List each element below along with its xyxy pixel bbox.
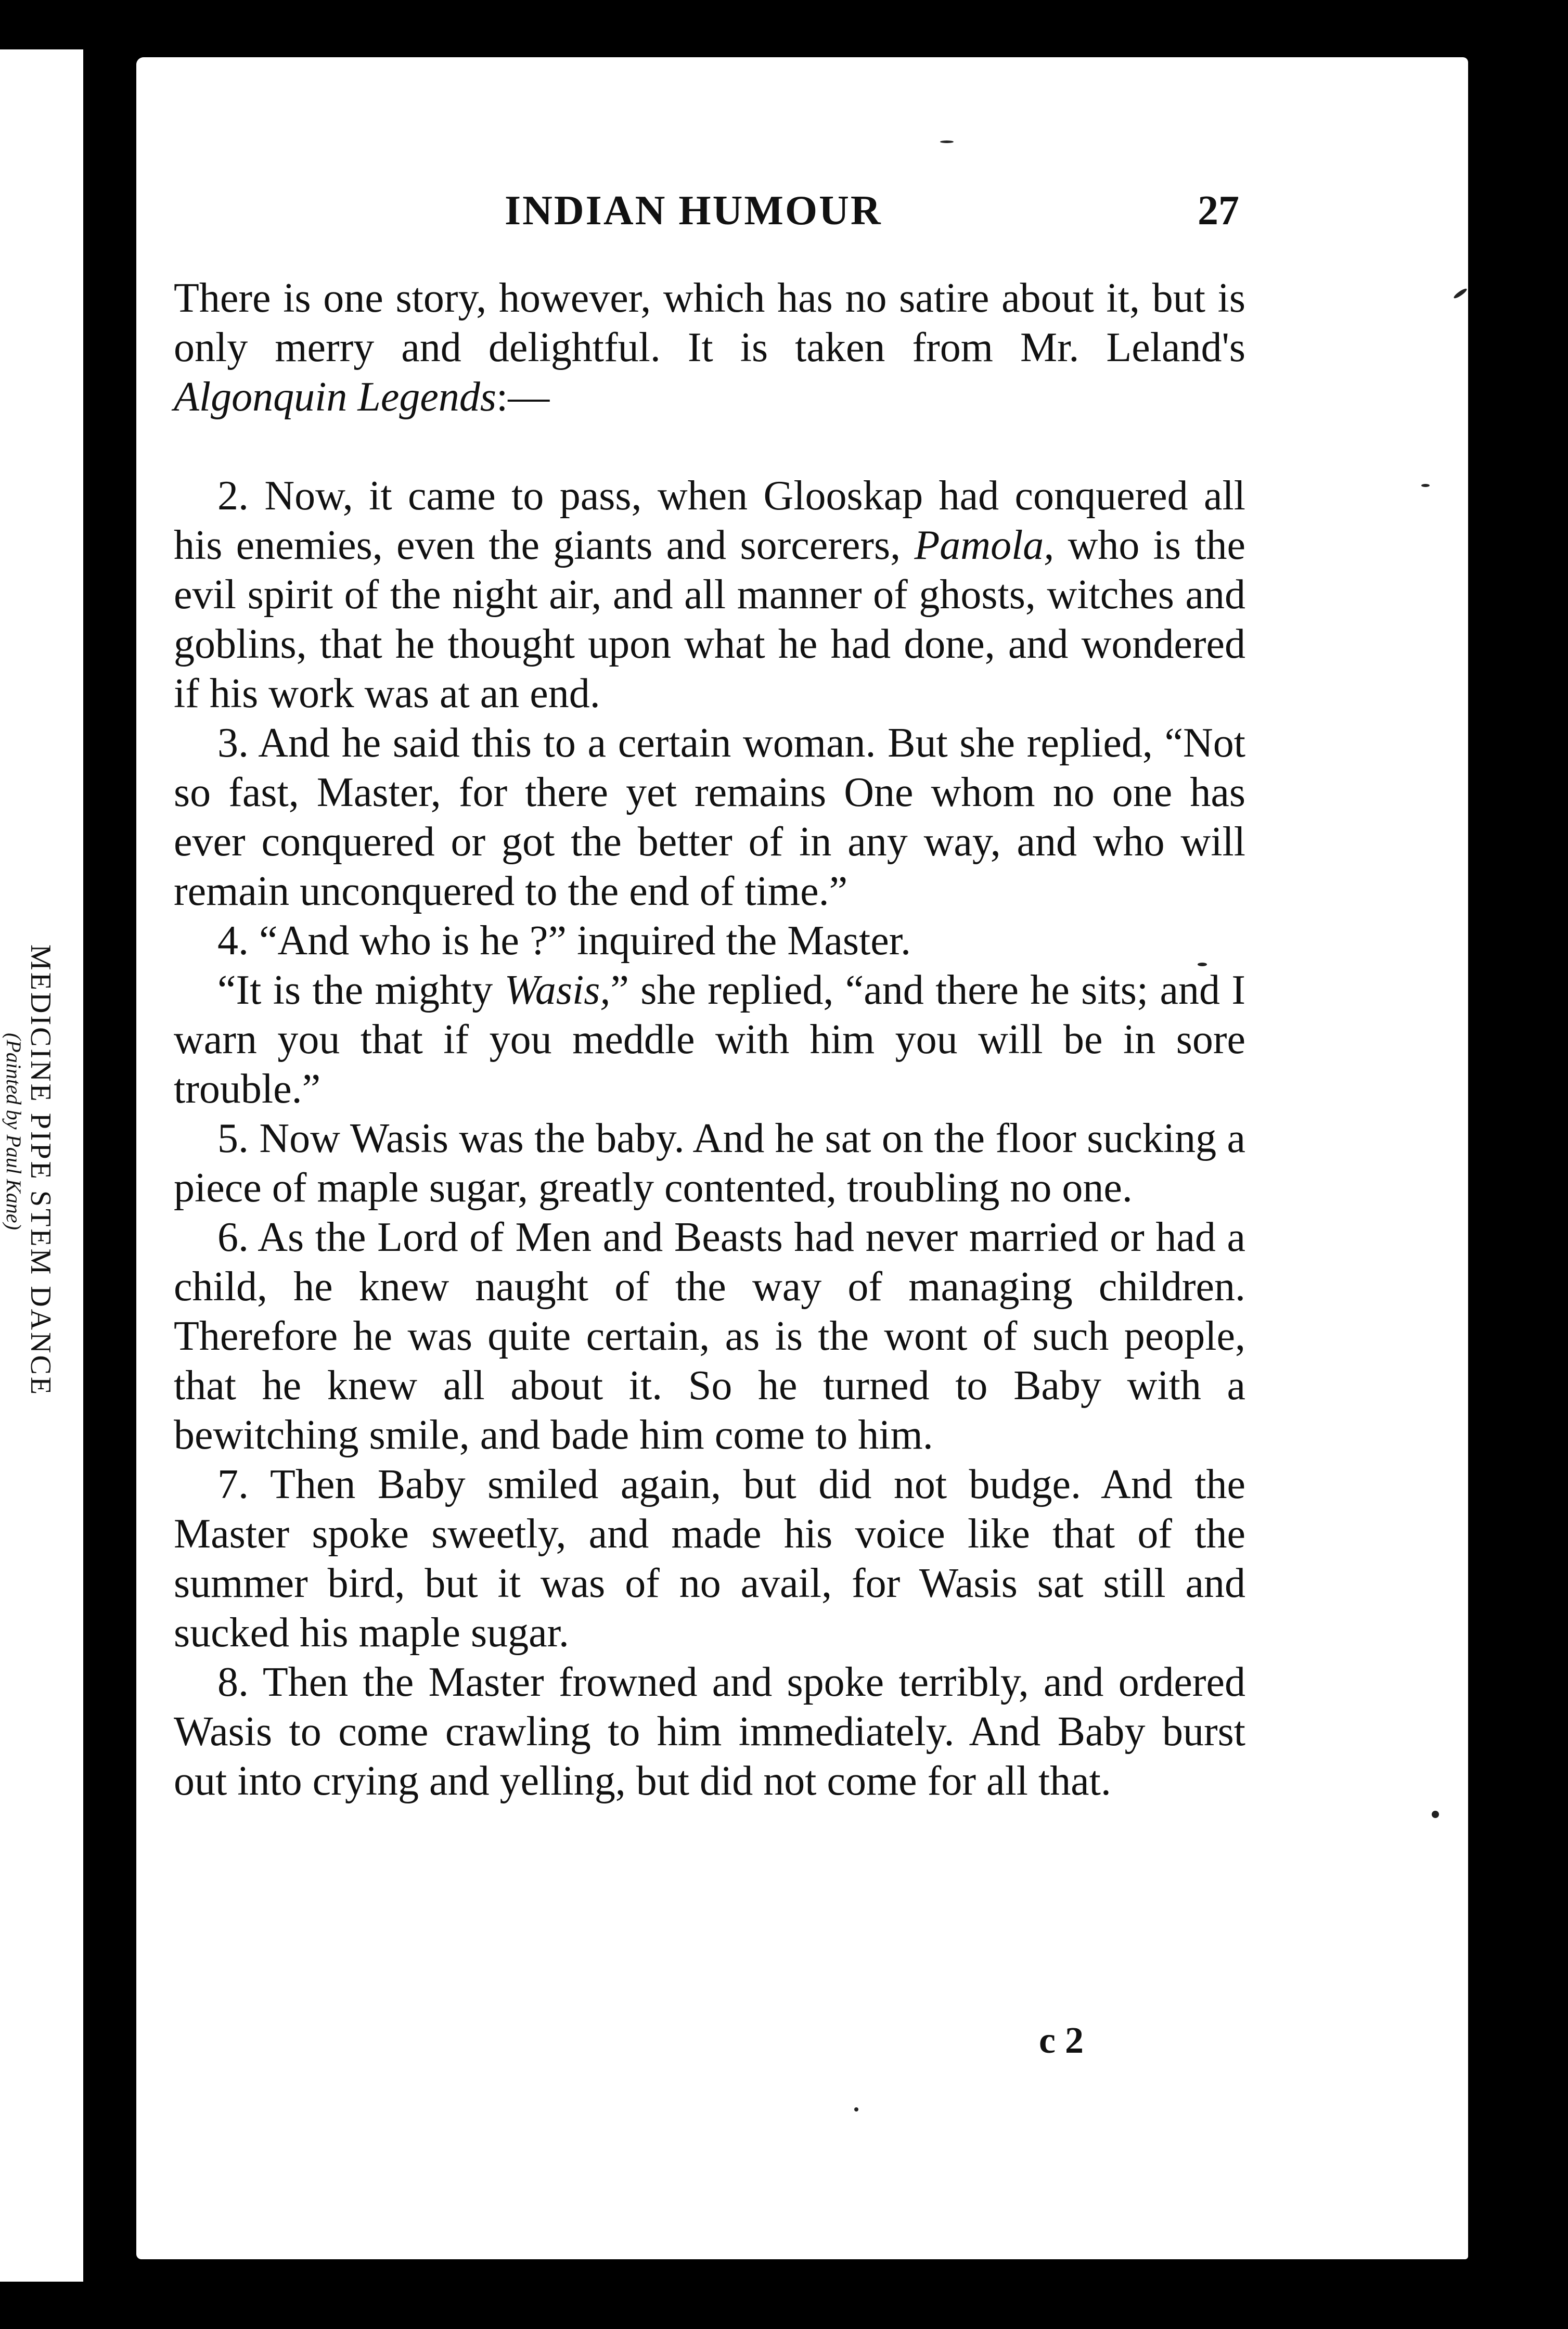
name-wasis: Wasis, [504,967,611,1013]
scan-speck [854,2107,858,2112]
paragraph-2 [174,471,1245,719]
paragraph-4-reply [174,966,1245,1114]
running-head-title: INDIAN HUMOUR [505,188,882,234]
body-text [174,274,1245,1806]
paragraph-5: 5. Now Wasis was the baby. And he sat on the floor sucking a piece of maple sugar, greatly contented, troubling no one. [174,1116,1245,1211]
running-head [136,187,1468,245]
plate-caption-title: MEDICINE PIPE STEM DANCE [24,944,57,1397]
paragraph-4-reply-part-b: ” she replied, “and there he sits; and I warn you that if you meddle with him you will be in sore trouble.” [174,967,1245,1112]
paragraph-7: 7. Then Baby smiled again, but did not budge. And the Master spoke sweetly, and made his voice like that of the summer bird, but it was of no avail, for Wasis sat still and sucked his maple sugar. [174,1462,1245,1656]
paragraph-6: 6. As the Lord of Men and Beasts had never married or had a child, he knew naught of the way of managing children. Therefore he was quite certain, as is the wont of such people, that he knew all about it. So he turned to Baby with a bewitching smile, and bade him come to him. [174,1214,1245,1458]
scan-speck [1421,484,1430,487]
book-page [136,57,1468,2259]
scan-speck [1432,1811,1439,1818]
scan-speck [1198,963,1207,966]
paragraph-8: 8. Then the Master frowned and spoke terribly, and ordered Wasis to come crawling to him immediately. And Baby burst out into crying and yelling, but did not come for all that. [174,1659,1245,1804]
page-number: 27 [1198,188,1239,234]
plate-caption-credit: (Painted by Paul Kane) [2,1033,25,1230]
paragraph-4: 4. “And who is he ?” inquired the Master. [217,918,911,964]
paragraph-2-part-b: who is the evil spirit of the night air, and all manner of ghosts, witches and goblins, that he thought upon what he had done, and wondered if his work was at an end. [174,522,1245,716]
intro-suffix: :— [496,374,550,420]
scan-speck [1453,287,1468,300]
facing-page-edge [0,49,83,2282]
paragraph-2-part-a: 2. Now, it came to pass, when Glooskap had conquered all his enemies, even the giants and sorcerers, [174,473,1245,568]
plate-caption [2,944,62,1454]
paragraph-3: 3. And he said this to a certain woman. But she replied, “Not so fast, Master, for there yet remains One whom no one has ever conquered or got the better of in any way, and who will remain unconquered to the end of time.” [174,720,1245,914]
intro-paragraph [174,274,1245,422]
signature-mark: c 2 [1039,2019,1084,2061]
intro-text: There is one story, however, which has no satire about it, but is only merry and delightful. It is taken from Mr. Leland's [174,275,1245,370]
name-pamola: Pamola, [914,522,1055,568]
book-title: Algonquin Legends [174,374,496,420]
paragraph-4-reply-part-a: “It is the mighty [217,967,505,1013]
scan-speck [940,140,954,143]
